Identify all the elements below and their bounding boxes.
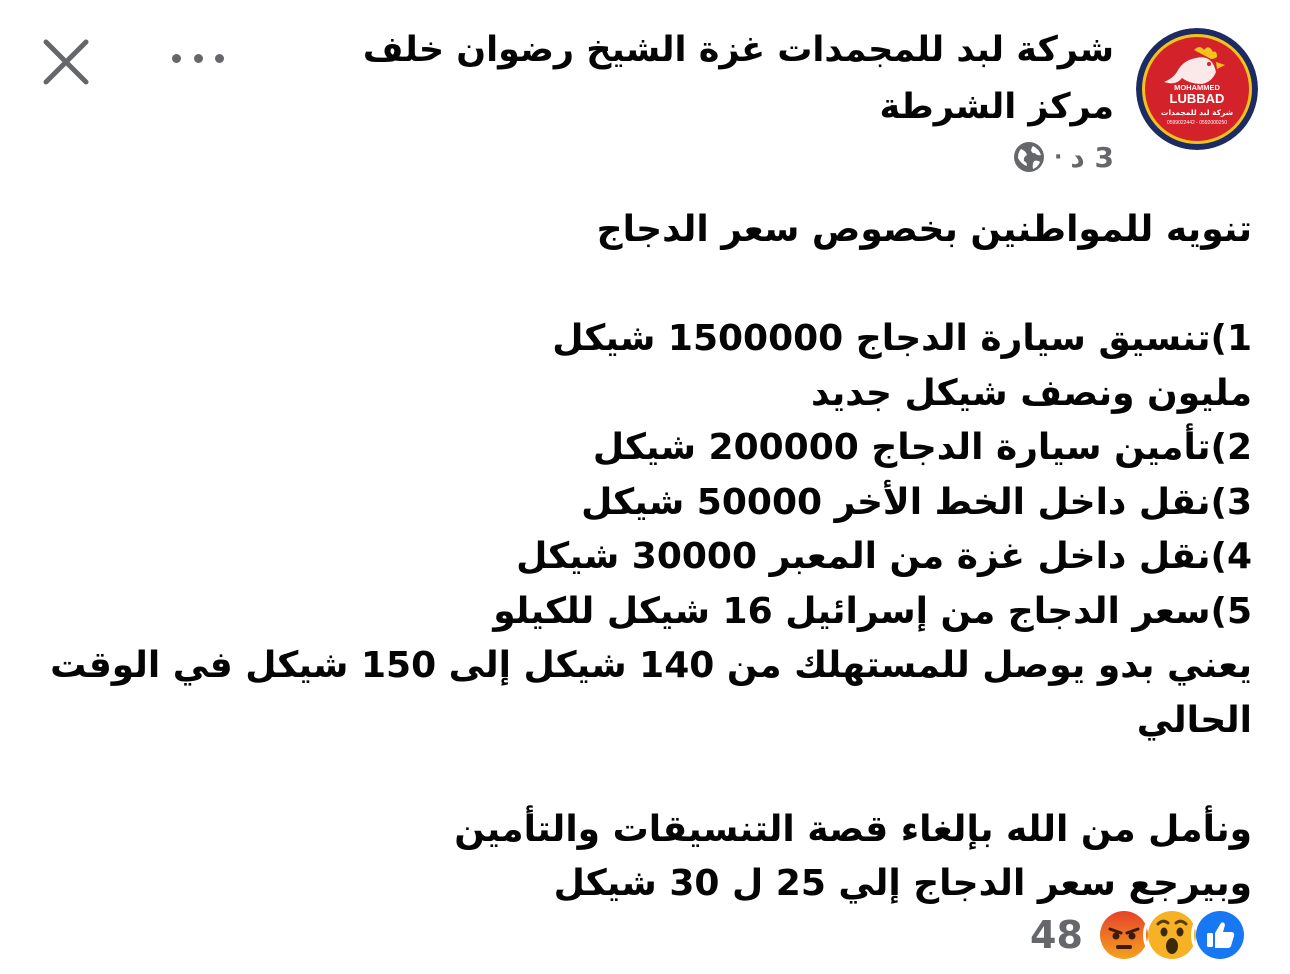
page-name-line-1: شركة لبد للمجمدات غزة الشيخ رضوان خلف bbox=[362, 30, 1114, 70]
company-logo bbox=[1136, 28, 1258, 150]
like-reaction-icon bbox=[1191, 906, 1249, 964]
post-line: ونأمل من الله بإلغاء قصة التنسيقات والتأمين bbox=[454, 808, 1252, 850]
reactions-summary[interactable] bbox=[1030, 906, 1249, 964]
logo-arabic-name: شركة لبد للمجمدات bbox=[1160, 108, 1234, 117]
close-icon bbox=[38, 34, 94, 90]
more-options-icon-dot bbox=[215, 54, 224, 63]
post-line: 1)تنسيق سيارة الدجاج 1500000 شيكل bbox=[552, 318, 1252, 359]
logo-brand-line-2: LUBBAD bbox=[1169, 91, 1225, 106]
post-line: تنويه للمواطنين بخصوص سعر الدجاج bbox=[596, 209, 1252, 250]
post-line: 2)تأمين سيارة الدجاج 200000 شيكل bbox=[592, 427, 1252, 468]
post-line: مليون ونصف شيكل جديد bbox=[810, 372, 1252, 414]
post-line: 5)سعر الدجاج من إسرائيل 16 شيكل للكيلو bbox=[493, 590, 1252, 632]
more-options-icon bbox=[172, 54, 181, 63]
meta-separator: · bbox=[1054, 144, 1063, 170]
page-name-line-2: مركز الشرطة bbox=[879, 87, 1114, 127]
post-line: يعني بدو يوصل للمستهلك من 140 شيكل إلى 150 شيكل في الوقت bbox=[50, 645, 1252, 686]
globe-icon[interactable] bbox=[1012, 140, 1046, 174]
more-options-icon-dot bbox=[194, 54, 203, 63]
post-line bbox=[92, 748, 1252, 803]
post-line bbox=[92, 258, 1252, 313]
page-name[interactable] bbox=[254, 22, 1114, 136]
post-line: وبيرجع سعر الدجاج إلي 25 ل 30 شيكل bbox=[553, 863, 1252, 904]
logo-brand-line-1: MOHAMMED bbox=[1174, 83, 1220, 92]
post-line: 3)نقل داخل الخط الأخر 50000 شيكل bbox=[581, 481, 1252, 523]
post-text bbox=[50, 203, 1252, 912]
page-avatar[interactable] bbox=[1136, 28, 1258, 150]
post-time[interactable]: 3 د bbox=[1070, 140, 1114, 174]
more-options-button[interactable] bbox=[172, 46, 224, 70]
reaction-icons bbox=[1095, 906, 1249, 964]
post-line: 4)نقل داخل غزة من المعبر 30000 شيكل bbox=[516, 536, 1252, 577]
reaction-count: 48 bbox=[1030, 913, 1083, 957]
close-button[interactable] bbox=[38, 34, 94, 90]
post-meta bbox=[1012, 140, 1114, 174]
logo-phones: 0599022442 - 0592000250 bbox=[1166, 120, 1228, 126]
post-line: الحالي bbox=[1136, 699, 1252, 741]
